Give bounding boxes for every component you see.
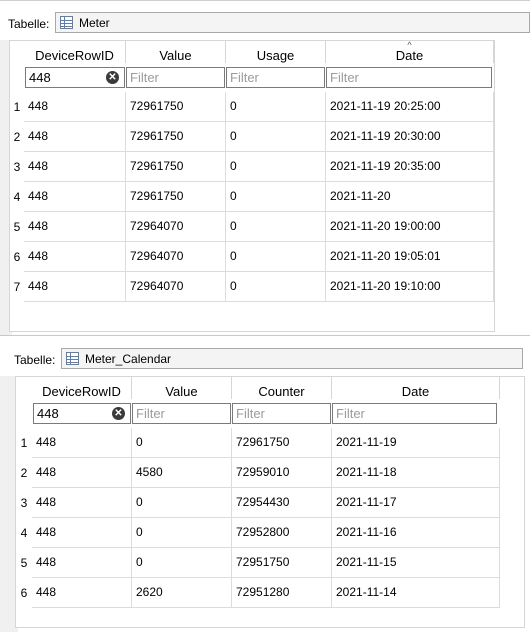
table-icon xyxy=(60,16,73,29)
table-cell[interactable]: 2021-11-20 19:05:01 xyxy=(326,242,494,271)
column-header-label: DeviceRowID xyxy=(35,48,114,63)
meter-calendar-panel xyxy=(0,335,530,632)
row-number: 5 xyxy=(20,556,28,570)
table-row[interactable] xyxy=(24,272,494,302)
column-header-label: Date xyxy=(401,384,430,399)
column-header-value[interactable] xyxy=(132,377,232,399)
table-cell[interactable]: 0 xyxy=(132,548,232,577)
table-cell[interactable]: 448 xyxy=(24,152,126,181)
filter-value: 448 xyxy=(29,70,51,85)
filter-input-date[interactable] xyxy=(332,403,497,424)
table-cell[interactable]: 2021-11-20 19:10:00 xyxy=(326,272,494,301)
filter-input-value[interactable] xyxy=(132,403,231,424)
column-header-label: DeviceRowID xyxy=(42,384,121,399)
column-header-value[interactable] xyxy=(126,41,226,63)
column-header-counter[interactable] xyxy=(232,377,332,399)
column-header-label: Counter xyxy=(258,384,305,399)
table-row[interactable] xyxy=(24,122,494,152)
table-cell[interactable]: 72964070 xyxy=(126,272,226,301)
row-number: 6 xyxy=(20,586,28,600)
table-row[interactable] xyxy=(24,92,494,122)
table-row[interactable] xyxy=(32,548,500,578)
table-selector[interactable] xyxy=(61,348,523,369)
row-number: 1 xyxy=(13,100,21,114)
table-row[interactable] xyxy=(32,488,500,518)
table-cell[interactable]: 448 xyxy=(32,488,132,517)
table-selector[interactable] xyxy=(55,12,530,33)
table-cell[interactable]: 72959010 xyxy=(232,458,332,487)
panel-top-border xyxy=(0,0,530,1)
data-grid xyxy=(9,40,495,332)
table-row[interactable] xyxy=(24,182,494,212)
table-row[interactable] xyxy=(32,578,500,608)
table-cell[interactable]: 2021-11-19 20:35:00 xyxy=(326,152,494,181)
filter-row xyxy=(33,403,498,424)
table-cell[interactable]: 0 xyxy=(226,242,326,271)
filter-placeholder: Filter xyxy=(330,70,359,85)
column-header-date[interactable] xyxy=(326,41,494,63)
column-header-label: Value xyxy=(165,384,198,399)
column-header-label: Value xyxy=(159,48,192,63)
row-number: 7 xyxy=(13,280,21,294)
table-cell[interactable]: 2021-11-19 20:30:00 xyxy=(326,122,494,151)
filter-placeholder: Filter xyxy=(136,406,165,421)
filter-placeholder: Filter xyxy=(336,406,365,421)
table-cell[interactable]: 448 xyxy=(24,92,126,121)
table-cell[interactable]: 448 xyxy=(32,428,132,457)
table-cell[interactable]: 0 xyxy=(132,428,232,457)
column-header-date[interactable] xyxy=(332,377,500,399)
table-cell[interactable]: 2021-11-17 xyxy=(332,488,500,517)
filter-input-devicerowid[interactable] xyxy=(25,67,125,88)
row-number: 6 xyxy=(13,250,21,264)
filter-placeholder: Filter xyxy=(230,70,259,85)
header-row xyxy=(32,377,500,399)
column-header-devicerowid[interactable] xyxy=(32,377,132,399)
table-cell[interactable]: 448 xyxy=(24,242,126,271)
table-selector-value: Meter xyxy=(79,15,110,30)
table-cell[interactable]: 72961750 xyxy=(126,182,226,211)
table-cell[interactable]: 448 xyxy=(24,122,126,151)
table-cell[interactable]: 0 xyxy=(226,182,326,211)
table-cell[interactable]: 72952800 xyxy=(232,518,332,547)
table-cell[interactable]: 72961750 xyxy=(232,428,332,457)
filter-input-counter[interactable] xyxy=(232,403,331,424)
sort-indicator-icon: ^ xyxy=(407,40,412,50)
table-cell[interactable]: 448 xyxy=(24,272,126,301)
table-cell[interactable]: 72951750 xyxy=(232,548,332,577)
table-cell[interactable]: 2021-11-18 xyxy=(332,458,500,487)
table-row[interactable] xyxy=(32,518,500,548)
table-cell[interactable]: 0 xyxy=(226,212,326,241)
filter-placeholder: Filter xyxy=(130,70,159,85)
table-icon xyxy=(66,352,79,365)
table-cell[interactable]: 448 xyxy=(24,182,126,211)
table-label: Tabelle: xyxy=(14,353,56,367)
table-cell[interactable]: 0 xyxy=(226,152,326,181)
table-cell[interactable]: 72951280 xyxy=(232,578,332,607)
table-cell[interactable]: 72961750 xyxy=(126,122,226,151)
filter-input-usage[interactable] xyxy=(226,67,325,88)
table-cell[interactable]: 448 xyxy=(32,578,132,607)
row-number: 5 xyxy=(13,220,21,234)
table-cell[interactable]: 0 xyxy=(132,488,232,517)
data-grid xyxy=(15,376,525,628)
table-cell[interactable]: 448 xyxy=(32,548,132,577)
column-header-label: Date xyxy=(395,48,424,63)
clear-filter-icon[interactable]: ✕ xyxy=(112,407,125,420)
table-row[interactable] xyxy=(32,458,500,488)
table-cell[interactable]: 72964070 xyxy=(126,212,226,241)
table-label: Tabelle: xyxy=(8,17,50,31)
table-row[interactable] xyxy=(24,152,494,182)
table-cell[interactable]: 2021-11-14 xyxy=(332,578,500,607)
filter-input-date[interactable] xyxy=(326,67,492,88)
filter-row xyxy=(25,67,493,88)
filter-input-value[interactable] xyxy=(126,67,225,88)
table-cell[interactable]: 72954430 xyxy=(232,488,332,517)
table-row[interactable] xyxy=(24,212,494,242)
column-header-devicerowid[interactable] xyxy=(24,41,126,63)
table-cell[interactable]: 448 xyxy=(32,458,132,487)
row-number: 2 xyxy=(13,130,21,144)
table-cell[interactable]: 4580 xyxy=(132,458,232,487)
filter-input-devicerowid[interactable] xyxy=(33,403,131,424)
filter-value: 448 xyxy=(37,406,59,421)
table-cell[interactable]: 72961750 xyxy=(126,92,226,121)
clear-filter-icon[interactable]: ✕ xyxy=(106,71,119,84)
table-cell[interactable]: 2021-11-19 xyxy=(332,428,500,457)
column-header-usage[interactable] xyxy=(226,41,326,63)
table-cell[interactable]: 448 xyxy=(24,212,126,241)
table-cell[interactable]: 2021-11-20 xyxy=(326,182,494,211)
table-cell[interactable]: 0 xyxy=(132,518,232,547)
table-cell[interactable]: 0 xyxy=(226,92,326,121)
table-cell[interactable]: 2021-11-15 xyxy=(332,548,500,577)
table-cell[interactable]: 2021-11-20 19:00:00 xyxy=(326,212,494,241)
column-header-label: Usage xyxy=(256,48,295,63)
table-cell[interactable]: 0 xyxy=(226,122,326,151)
row-number: 2 xyxy=(20,466,28,480)
table-cell[interactable]: 448 xyxy=(32,518,132,547)
table-selector-value: Meter_Calendar xyxy=(85,351,172,366)
row-number: 3 xyxy=(20,496,28,510)
row-number: 4 xyxy=(20,526,28,540)
table-cell[interactable]: 72961750 xyxy=(126,152,226,181)
row-number: 3 xyxy=(13,160,21,174)
filter-placeholder: Filter xyxy=(236,406,265,421)
table-cell[interactable]: 72964070 xyxy=(126,242,226,271)
table-cell[interactable]: 0 xyxy=(226,272,326,301)
table-cell[interactable]: 2021-11-19 20:25:00 xyxy=(326,92,494,121)
table-cell[interactable]: 2021-11-16 xyxy=(332,518,500,547)
row-number: 1 xyxy=(20,436,28,450)
table-cell[interactable]: 2620 xyxy=(132,578,232,607)
table-row[interactable] xyxy=(24,242,494,272)
header-row xyxy=(24,41,494,63)
table-row[interactable] xyxy=(32,428,500,458)
row-number: 4 xyxy=(13,190,21,204)
